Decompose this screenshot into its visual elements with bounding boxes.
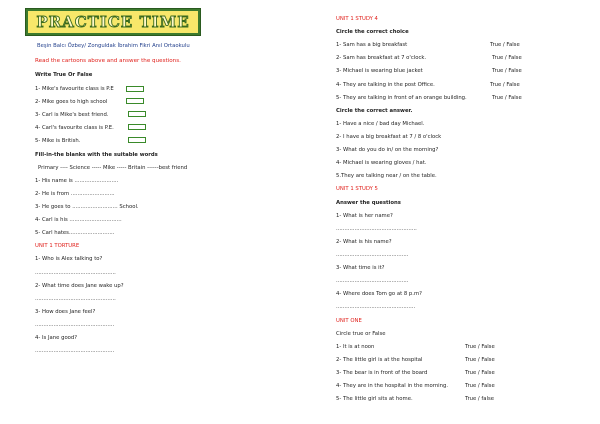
answer-q-heading: Answer the questions [336,200,401,206]
question: 2- What is his name? [336,239,392,245]
answer-item[interactable]: 1- Have a nice / bad day Michael. [336,121,425,127]
tf2-item: 1- It is at noon [336,344,375,350]
fill-item: 5- Carl hates........................... [35,230,115,236]
question: 4- Where does Tom go at 8 p.m? [336,291,422,297]
banner-title: PRACTICE TIME [36,13,190,31]
unit-study5-title: UNIT 1 STUDY 5 [336,186,378,192]
true-false-choice[interactable]: True / False [490,82,520,88]
answer-line[interactable]: ........................................... [336,252,409,258]
answer-line[interactable]: ................................................ [336,226,417,232]
question: 3- How does Jane feel? [35,309,96,315]
answer-line[interactable]: ............................................... [336,304,416,310]
fill-item: 3- He goes to ........................... School. [35,204,139,210]
tf-item: 2- Mike goes to high school [35,99,108,105]
correct-answer-heading: Circle the correct answer. [336,108,413,114]
true-false-choice[interactable]: True / False [492,95,522,101]
fill-heading: Fill-in-the blanks with the suitable words [35,152,158,158]
answer-box[interactable] [126,86,144,92]
unit-study4-title: UNIT 1 STUDY 4 [336,16,378,22]
circle-item: 1- Sam has a big breakfast [336,42,408,48]
tf2-item: 2- The little girl is at the hospital [336,357,423,363]
question: 1- What is her name? [336,213,393,219]
tf-item: 1- Mike's favourite class is P.E [35,86,114,92]
tf2-item: 4- They are in the hospital in the morning. [336,383,449,389]
true-false-choice[interactable]: True / false [465,396,495,402]
tf2-item: 3- The bear is in front of the board [336,370,428,376]
true-false-choice[interactable]: True / False [490,42,520,48]
answer-box[interactable] [128,111,146,117]
circle-item: 2- Sam has breakfast at 7 o'clock. [336,55,427,61]
tf2-heading: Circle true or False [336,331,386,337]
instruction-text: Read the cartoons above and answer the questions. [35,58,181,64]
answer-item[interactable]: 5.They are talking near / on the table. [336,173,437,179]
answer-box[interactable] [126,98,144,104]
question: 3- What time is it? [336,265,385,271]
tf-item: 5- Mike is British. [35,138,81,144]
answer-box[interactable] [128,137,146,143]
answer-line[interactable]: ........................................... [336,278,409,284]
banner-inner [28,11,198,33]
tf2-item: 5- The little girl sits at home. [336,396,413,402]
true-false-choice[interactable]: True / False [465,370,495,376]
true-false-choice[interactable]: True / False [465,383,495,389]
tf-item: 3- Carl is Mike's best friend. [35,112,109,118]
answer-item[interactable]: 3- What do you do in/ on the morning? [336,147,439,153]
fill-item: 2- He is from .......................... [35,191,115,197]
unit-one-title: UNIT ONE [336,318,362,324]
practice-time-banner [25,8,201,36]
fill-item: 4- Carl is his ............................... [35,217,122,223]
fill-item: 1- His name is .......................... [35,178,119,184]
answer-item[interactable]: 4- Michael is wearing gloves / hat. [336,160,427,166]
circle-heading: Circle the correct choice [336,29,409,35]
answer-item[interactable]: 2- I have a big breakfast at 7 / 8 o'clock [336,134,442,140]
answer-line[interactable]: ............................................... [35,348,115,354]
answer-line[interactable]: ............................................... [35,322,115,328]
true-false-choice[interactable]: True / False [492,55,522,61]
circle-item: 3- Michael is wearing blue jacket [336,68,423,74]
circle-item: 5- They are talking in front of an orange building. [336,95,467,101]
true-false-choice[interactable]: True / False [492,68,522,74]
question: 2- What time does Jane wake up? [35,283,124,289]
question: 1- Who is Alex talking to? [35,256,103,262]
author-line: Beşin Balcı Özbey/ Zonguldak İbrahim Fikri Anıl Ortaokulu [37,43,190,49]
true-false-choice[interactable]: True / False [465,357,495,363]
circle-item: 4- They are talking in the post Office. [336,82,435,88]
answer-box[interactable] [128,124,146,130]
word-bank: Primary ---- Science ----- Mike ----- Britain ------best friend [38,165,188,171]
question: 4- Is Jane good? [35,335,78,341]
true-false-choice[interactable]: True / False [465,344,495,350]
tf-item: 4- Carl's favourite class is P.E. [35,125,114,131]
unit-torture-title: UNIT 1 TORTURE [35,243,80,249]
tf-heading: Write True Or False [35,72,93,78]
answer-line[interactable]: ................................................ [35,296,116,302]
answer-line[interactable]: ................................................ [35,270,116,276]
